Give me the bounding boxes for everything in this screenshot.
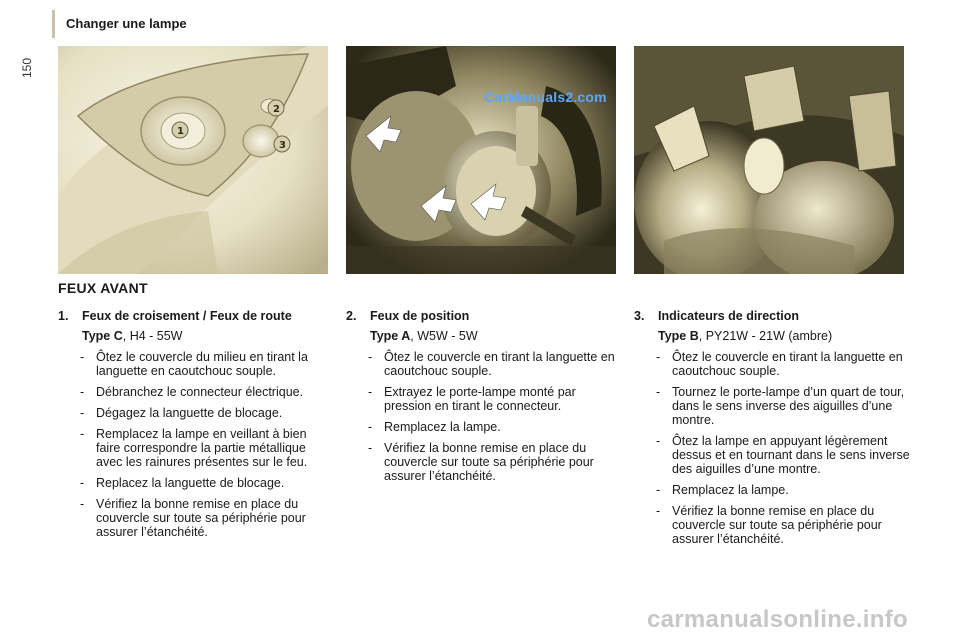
list-item: - Remplacez la lampe.	[368, 420, 501, 434]
page-header-title: Changer une lampe	[66, 16, 187, 31]
watermark-carmanuals2: CarManuals2.com	[484, 89, 607, 105]
column-side-lamps	[346, 309, 616, 490]
step-list	[656, 350, 914, 546]
item-title: Indicateurs de direction	[658, 309, 800, 323]
indicator-housing-illustration	[634, 46, 904, 274]
list-item: - Ôtez le couvercle en tirant la languette en caoutchouc souple.	[368, 350, 615, 378]
item-number: 1.	[58, 309, 69, 323]
list-item: - Tournez le porte-lampe d’un quart de tour, dans le sens inverse des aiguilles d’une montre.	[656, 385, 905, 427]
step-list	[368, 350, 616, 483]
illustration-label-2: 2	[273, 104, 280, 115]
bulb-type: Type C, H4 - 55W	[82, 329, 183, 343]
bulb-type: Type A, W5W - 5W	[370, 329, 478, 343]
bulb-type: Type B, PY21W - 21W (ambre)	[658, 329, 833, 343]
item-title: Feux de position	[370, 309, 470, 323]
headlamp-rear-illustration	[346, 46, 616, 274]
list-item: - Vérifiez la bonne remise en place du couvercle sur toute sa périphérie pour assurer l’étanchéité.	[80, 497, 306, 539]
list-item: - Ôtez le couvercle en tirant la languette en caoutchouc souple.	[656, 350, 903, 378]
item-title: Feux de croisement / Feux de route	[82, 309, 292, 323]
step-list	[80, 350, 330, 539]
headlamp-exterior-illustration	[58, 46, 328, 274]
list-item: - Remplacez la lampe en veillant à bien faire correspondre la partie métallique avec les rainures présentes sur le feu.	[80, 427, 308, 469]
item-number: 2.	[346, 309, 357, 323]
list-item: - Ôtez la lampe en appuyant légèrement dessus et en tournant dans le sens inverse des aiguilles d’une montre.	[656, 434, 910, 476]
column-low-high-beam	[58, 309, 330, 546]
illustration-label-3: 3	[279, 140, 286, 151]
list-item: - Débranchez le connecteur électrique.	[80, 385, 304, 399]
watermark-carmanualsonline: carmanualsonline.info	[646, 606, 908, 633]
page-number: 150	[20, 57, 34, 78]
illustration-label-1: 1	[177, 126, 184, 137]
list-item: - Dégagez la languette de blocage.	[80, 406, 283, 420]
list-item: - Extrayez le porte-lampe monté par pression en tirant le connecteur.	[368, 385, 576, 413]
item-number: 3.	[634, 309, 645, 323]
list-item: - Vérifiez la bonne remise en place du couvercle sur toute sa périphérie pour assurer l’étanchéité.	[368, 441, 594, 483]
list-item: - Remplacez la lampe.	[656, 483, 789, 497]
column-direction-indicators	[634, 309, 914, 553]
list-item: - Vérifiez la bonne remise en place du couvercle sur toute sa périphérie pour assurer l’étanchéité.	[656, 504, 882, 546]
list-item: - Ôtez le couvercle du milieu en tirant la languette en caoutchouc souple.	[80, 350, 308, 378]
section-title: FEUX AVANT	[58, 280, 148, 296]
header-accent-bar	[52, 10, 55, 38]
list-item: - Replacez la languette de blocage.	[80, 476, 285, 490]
